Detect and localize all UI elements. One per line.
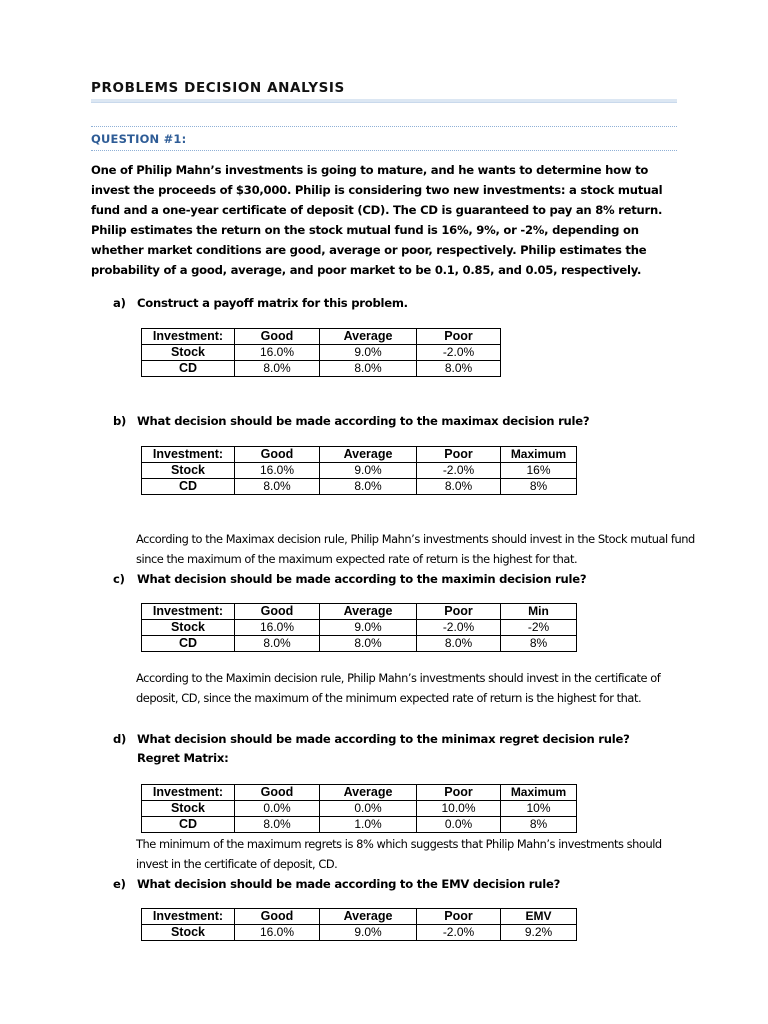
question-e-text: What decision should be made according to the EMV decision rule?: [137, 877, 561, 891]
table-cell: 0.0%: [235, 801, 320, 817]
table-cell: 9.0%: [320, 620, 417, 636]
maximin-table: [141, 603, 577, 652]
regret-table: [141, 784, 577, 833]
table-row: [142, 925, 577, 941]
table-cell: 9.0%: [320, 345, 417, 361]
table-cell: 8%: [501, 479, 577, 495]
table-cell: 16.0%: [235, 620, 320, 636]
header-cell: Investment:: [142, 785, 235, 801]
header-cell: Investment:: [142, 604, 235, 620]
page-title: PROBLEMS DECISION ANALYSIS: [91, 80, 345, 96]
header-cell: Good: [235, 604, 320, 620]
table-header-row: [142, 785, 577, 801]
table-cell: 8.0%: [320, 636, 417, 652]
row-label: Stock: [142, 801, 235, 817]
header-cell: Investment:: [142, 329, 235, 345]
table-cell: 8.0%: [417, 479, 501, 495]
question-d-text: What decision should be made according to the minimax regret decision rule?: [137, 732, 630, 746]
table-row: [142, 817, 577, 833]
header-cell: Poor: [417, 604, 501, 620]
header-cell: Poor: [417, 447, 501, 463]
table-cell: -2.0%: [417, 463, 501, 479]
question-d-label: d): [113, 732, 127, 746]
table-cell: -2%: [501, 620, 577, 636]
table-row: [142, 345, 501, 361]
table-row: [142, 361, 501, 377]
row-label: Stock: [142, 463, 235, 479]
header-cell: Good: [235, 785, 320, 801]
question-e-label: e): [113, 877, 126, 891]
question-d: [113, 732, 630, 746]
question-b-label: b): [113, 414, 127, 428]
regret-matrix-label: Regret Matrix:: [137, 751, 229, 765]
question-rule-top: [91, 126, 677, 127]
question-a-label: a): [113, 296, 126, 310]
row-label: Stock: [142, 620, 235, 636]
header-cell: Poor: [417, 909, 501, 925]
table-row: [142, 463, 577, 479]
row-label: CD: [142, 479, 235, 495]
header-cell: Good: [235, 329, 320, 345]
question-b-text: What decision should be made according to the maximax decision rule?: [137, 414, 590, 428]
payoff-matrix: [141, 328, 501, 377]
question-heading: QUESTION #1:: [91, 132, 187, 146]
table-cell: 8.0%: [320, 361, 417, 377]
table-row: [142, 620, 577, 636]
table-header-row: [142, 329, 501, 345]
table-cell: 9.2%: [501, 925, 577, 941]
header-cell: Min: [501, 604, 577, 620]
header-cell: Average: [320, 785, 417, 801]
table-cell: 16%: [501, 463, 577, 479]
table-cell: 16.0%: [235, 463, 320, 479]
table-cell: 8%: [501, 636, 577, 652]
table-row: [142, 479, 577, 495]
question-a: [113, 296, 408, 310]
header-cell: Investment:: [142, 447, 235, 463]
answer-c: According to the Maximin decision rule, Philip Mahn’s investments should invest in the certificate of deposit, CD, since the maximum of the minimum expected rate of return is the highest for that.: [136, 671, 661, 705]
table-cell: 16.0%: [235, 925, 320, 941]
table-cell: 9.0%: [320, 463, 417, 479]
table-row: [142, 801, 577, 817]
header-cell: Poor: [417, 329, 501, 345]
table-row: [142, 636, 577, 652]
header-cell: Average: [320, 447, 417, 463]
question-a-text: Construct a payoff matrix for this problem.: [137, 296, 408, 310]
table-cell: 8.0%: [235, 479, 320, 495]
question-c-label: c): [113, 572, 125, 586]
header-cell: Average: [320, 909, 417, 925]
header-cell: Average: [320, 329, 417, 345]
emv-table: [141, 908, 577, 941]
header-cell: Maximum: [501, 785, 577, 801]
row-label: CD: [142, 817, 235, 833]
table-cell: 10%: [501, 801, 577, 817]
table-cell: 9.0%: [320, 925, 417, 941]
table-cell: 8.0%: [235, 361, 320, 377]
header-cell: Good: [235, 909, 320, 925]
question-c: [113, 572, 586, 586]
header-cell: Poor: [417, 785, 501, 801]
table-cell: -2.0%: [417, 620, 501, 636]
table-header-row: [142, 447, 577, 463]
table-cell: 10.0%: [417, 801, 501, 817]
question-rule-bottom: [91, 150, 677, 151]
table-cell: 8.0%: [417, 636, 501, 652]
table-cell: 1.0%: [320, 817, 417, 833]
header-cell: Good: [235, 447, 320, 463]
table-header-row: [142, 909, 577, 925]
title-underline: [91, 99, 677, 103]
question-b: [113, 414, 589, 428]
table-cell: 0.0%: [417, 817, 501, 833]
answer-d: The minimum of the maximum regrets is 8% which suggests that Philip Mahn’s investments should invest in the certificate of deposit, CD.: [136, 837, 662, 871]
table-cell: -2.0%: [417, 345, 501, 361]
header-cell: Maximum: [501, 447, 577, 463]
table-cell: 8%: [501, 817, 577, 833]
row-label: CD: [142, 636, 235, 652]
question-c-text: What decision should be made according to the maximin decision rule?: [137, 572, 587, 586]
table-header-row: [142, 604, 577, 620]
row-label: Stock: [142, 345, 235, 361]
row-label: Stock: [142, 925, 235, 941]
header-cell: Investment:: [142, 909, 235, 925]
question-e: [113, 877, 560, 891]
table-cell: 8.0%: [235, 817, 320, 833]
problem-statement: One of Philip Mahn’s investments is going to mature, and he wants to determine how to invest the proceeds of $30,000. Philip is considering two new investments: a stock mutual fund and a one-year certificate of deposit (CD). The CD is guaranteed to pay an 8% return. Philip estimates the return on the stock mutual fund is 16%, 9%, or -2%, depending on whether market conditions are good, average or poor, respectively. Philip estimates the probability of a good, average, and poor market to be 0.1, 0.85, and 0.05, respectively.: [91, 163, 663, 277]
table-cell: -2.0%: [417, 925, 501, 941]
table-cell: 8.0%: [235, 636, 320, 652]
header-cell: Average: [320, 604, 417, 620]
table-cell: 8.0%: [320, 479, 417, 495]
table-cell: 8.0%: [417, 361, 501, 377]
header-cell: EMV: [501, 909, 577, 925]
row-label: CD: [142, 361, 235, 377]
table-cell: 16.0%: [235, 345, 320, 361]
maximax-table: [141, 446, 577, 495]
table-cell: 0.0%: [320, 801, 417, 817]
answer-b: According to the Maximax decision rule, Philip Mahn’s investments should invest in the Stock mutual fund since the maximum of the maximum expected rate of return is the highest for that.: [136, 532, 695, 566]
